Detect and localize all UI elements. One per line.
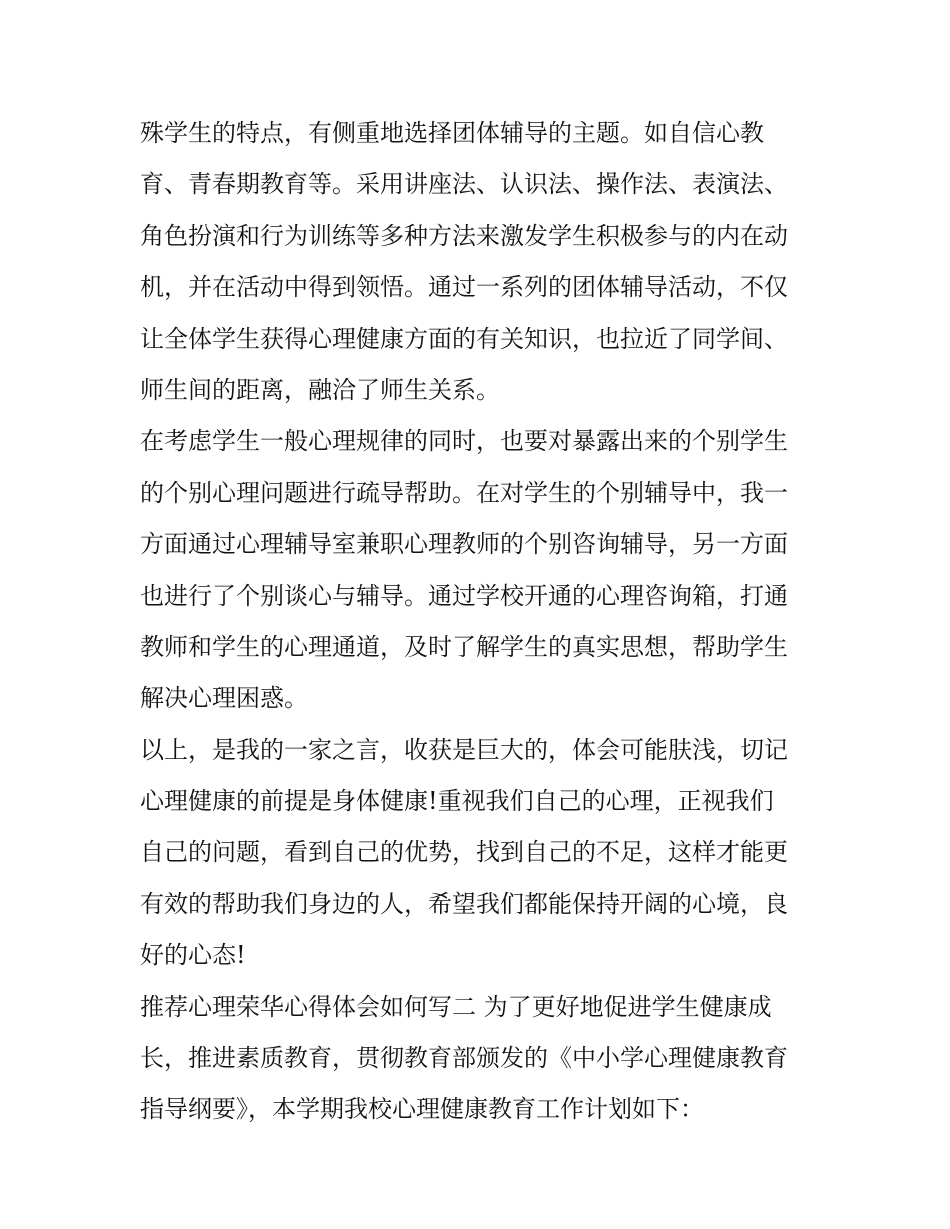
paragraph-plan-intro [140,982,812,1136]
text-line: 也进行了个别谈心与辅导。通过学校开通的心理咨询箱，打通 [140,581,788,610]
text-line: 心理健康的前提是身体健康!重视我们自己的心理，正视我们 [140,787,774,816]
text-line: 有效的帮助我们身边的人，希望我们都能保持开阔的心境，良 [140,889,788,918]
text-line: 推荐心理荣华心得体会如何写二 为了更好地促进学生健康成 [140,992,772,1021]
text-line: 育、青春期教育等。采用讲座法、认识法、操作法、表演法、 [140,170,788,199]
text-line: 让全体学生获得心理健康方面的有关知识，也拉近了同学间、 [140,324,788,353]
text-line: 教师和学生的心理通道，及时了解学生的真实思想，帮助学生 [140,632,788,661]
paragraph-conclusion [140,725,812,982]
document-body [140,108,812,1136]
text-line: 师生间的距离，融洽了师生关系。 [140,375,500,404]
text-line: 好的心态! [140,941,246,970]
text-line: 指导纲要》，本学期我校心理健康教育工作计划如下： [140,1095,704,1124]
paragraph-group-counseling [140,108,812,416]
text-line: 解决心理困惑。 [140,684,308,713]
text-line: 以上，是我的一家之言，收获是巨大的，体会可能肤浅，切记 [140,735,788,764]
text-line: 的个别心理问题进行疏导帮助。在对学生的个别辅导中，我一 [140,478,788,507]
text-line: 机，并在活动中得到领悟。通过一系列的团体辅导活动，不仅 [140,273,788,302]
paragraph-individual-counseling [140,416,812,724]
text-line: 长，推进素质教育，贯彻教育部颁发的《中小学心理健康教育 [140,1044,788,1073]
text-line: 角色扮演和行为训练等多种方法来激发学生积极参与的内在动 [140,221,788,250]
text-line: 在考虑学生一般心理规律的同时，也要对暴露出来的个别学生 [140,427,788,456]
text-line: 自己的问题，看到自己的优势，找到自己的不足，这样才能更 [140,838,788,867]
text-line: 殊学生的特点，有侧重地选择团体辅导的主题。如自信心教 [140,119,764,147]
text-line: 方面通过心理辅导室兼职心理教师的个别咨询辅导，另一方面 [140,530,788,559]
